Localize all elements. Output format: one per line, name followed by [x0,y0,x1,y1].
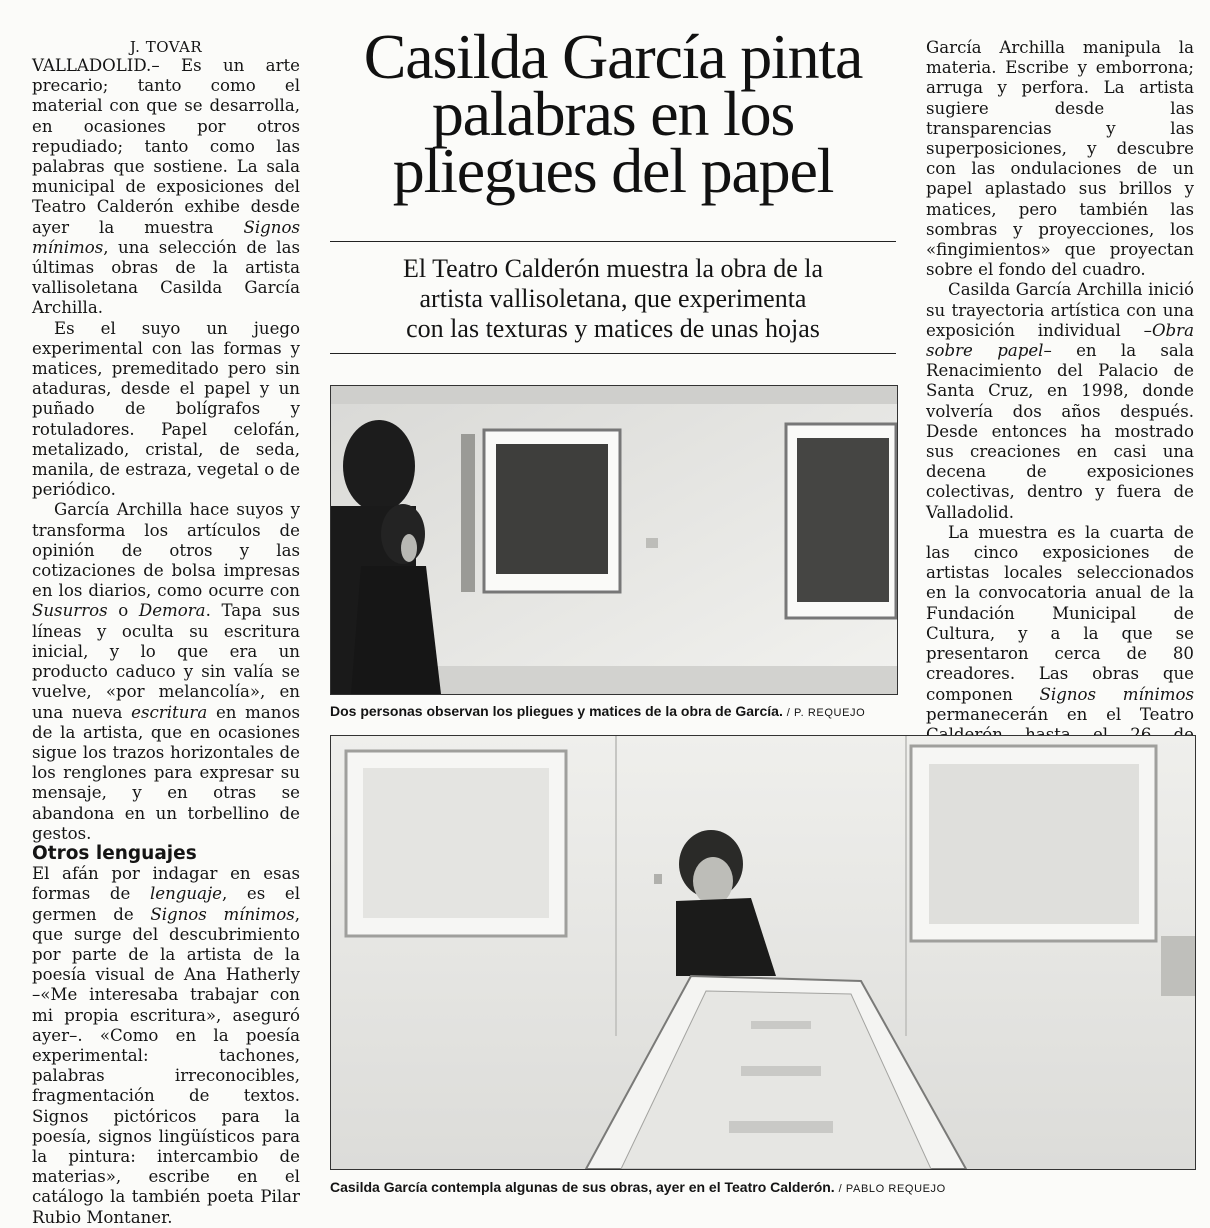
deck-rule-bottom [330,353,896,354]
article-column-right [926,38,1194,806]
paragraph-7: La muestra es la cuarta de las cinco exposiciones de artistas locales seleccionados en la convocatoria anual de la Fundación Municipal de Cultura, y a la que se presentaron cerca de 80 creadores. Las obras que componen Signos mínimos permanecerán en el Teatro [926,522,1194,724]
section-subhead: Otros lenguajes [32,842,197,864]
photo1-caption: Dos personas observan los pliegues y matices de la obra de García. / P. REQUEJO [330,703,866,719]
gallery-visitors-photo [330,385,898,695]
deck-rule-top [330,241,896,242]
photo2-caption: Casilda García contempla algunas de sus obras, ayer en el Teatro Calderón. / PABLO REQUEJO [330,1179,946,1195]
article-column-left [32,38,300,1228]
paragraph-4: El afán por indagar en esas formas de lenguaje, es el germen de Signos mínimos, que surge del descubrimiento por parte de la artista de la poesía visual de Ana Hatherly –«Me interesaba trabajar con mi propia escritura», aseguró ayer–. «Como en la poesía experimental: tachones, palabras irreconocibles, fragmentación de textos. Signos pictóricos para la poesía, signos lingüísticos para la pintura: intercambio de materias», escribe en el catálogo la también poeta Pilar Rubio Montaner. [32,864,301,1227]
photo1-credit: / P. REQUEJO [786,707,866,719]
paragraph-1: VALLADOLID.– Es un arte precario; tanto como el material con que se desarrolla, en ocasiones por otros repudiado; tanto como las palabras que sostiene. La sala municipal de exposiciones del Teatro Calderón exhibe desde ayer la muestra Signos mínimos, una selección de las últimas obras de la artista vallisoletana Casilda García Archilla. [32,56,300,318]
paragraph-6: Casilda García Archilla inició su trayectoria artística con una exposición individual –Obra sobre papel– en la sala Renacimiento del Palacio de Santa Cruz, en 1998, donde volvería dos años después. Desde entonces ha mostrado sus creaciones en casi una decena de exposiciones colectivas, dentro y fuera de Valladolid. [926,280,1195,522]
artist-illustration [331,736,1195,1169]
artist-photo [330,735,1196,1170]
photo2-credit: / PABLO REQUEJO [838,1183,946,1195]
headline: Casilda García pinta palabras en los pliegues del papel [363,21,863,206]
deck: El Teatro Calderón muestra la obra de la artista vallisoletana, que experimenta con las texturas y matices de unas hojas [402,254,824,343]
paragraph-5-tail: García Archilla manipula la materia. Escribe y emborrona; arruga y perfora. La artista sugiere desde las transparencias y las superposiciones, y descubre con las ondulaciones de un papel aplastado sus brillos y matices, pero también las sombras y proyecciones, los «fingimientos» que proyectan sobre el fondo del cuadro. [926,38,1194,280]
gallery-visitors-illustration [331,386,897,694]
paragraph-3: García Archilla hace suyos y transforma los artículos de opinión de otros y las cotizaciones de bolsa impresas en los diarios, como ocurre con Susurros o Demora. Tapa sus líneas y oculta su escritura inicial, y lo que era un producto caduco y sin valía se vuelve, «por melancolía», en una nueva escritura en manos de la artista, que en ocasiones sigue los trazos horizontales de los renglones para expresar su mensaje, y en otras se abandona en un torbellino de gestos. [32,500,301,843]
byline: J. TOVAR [129,38,203,56]
paragraph-2: Es el suyo un juego experimental con las formas y matices, premeditado pero sin ataduras, desde el papel y un puñado de bolígrafos y rotuladores. Papel celofán, metalizado, cristal, de seda, manila, de estraza, vegetal o de periódico. [32,318,300,500]
